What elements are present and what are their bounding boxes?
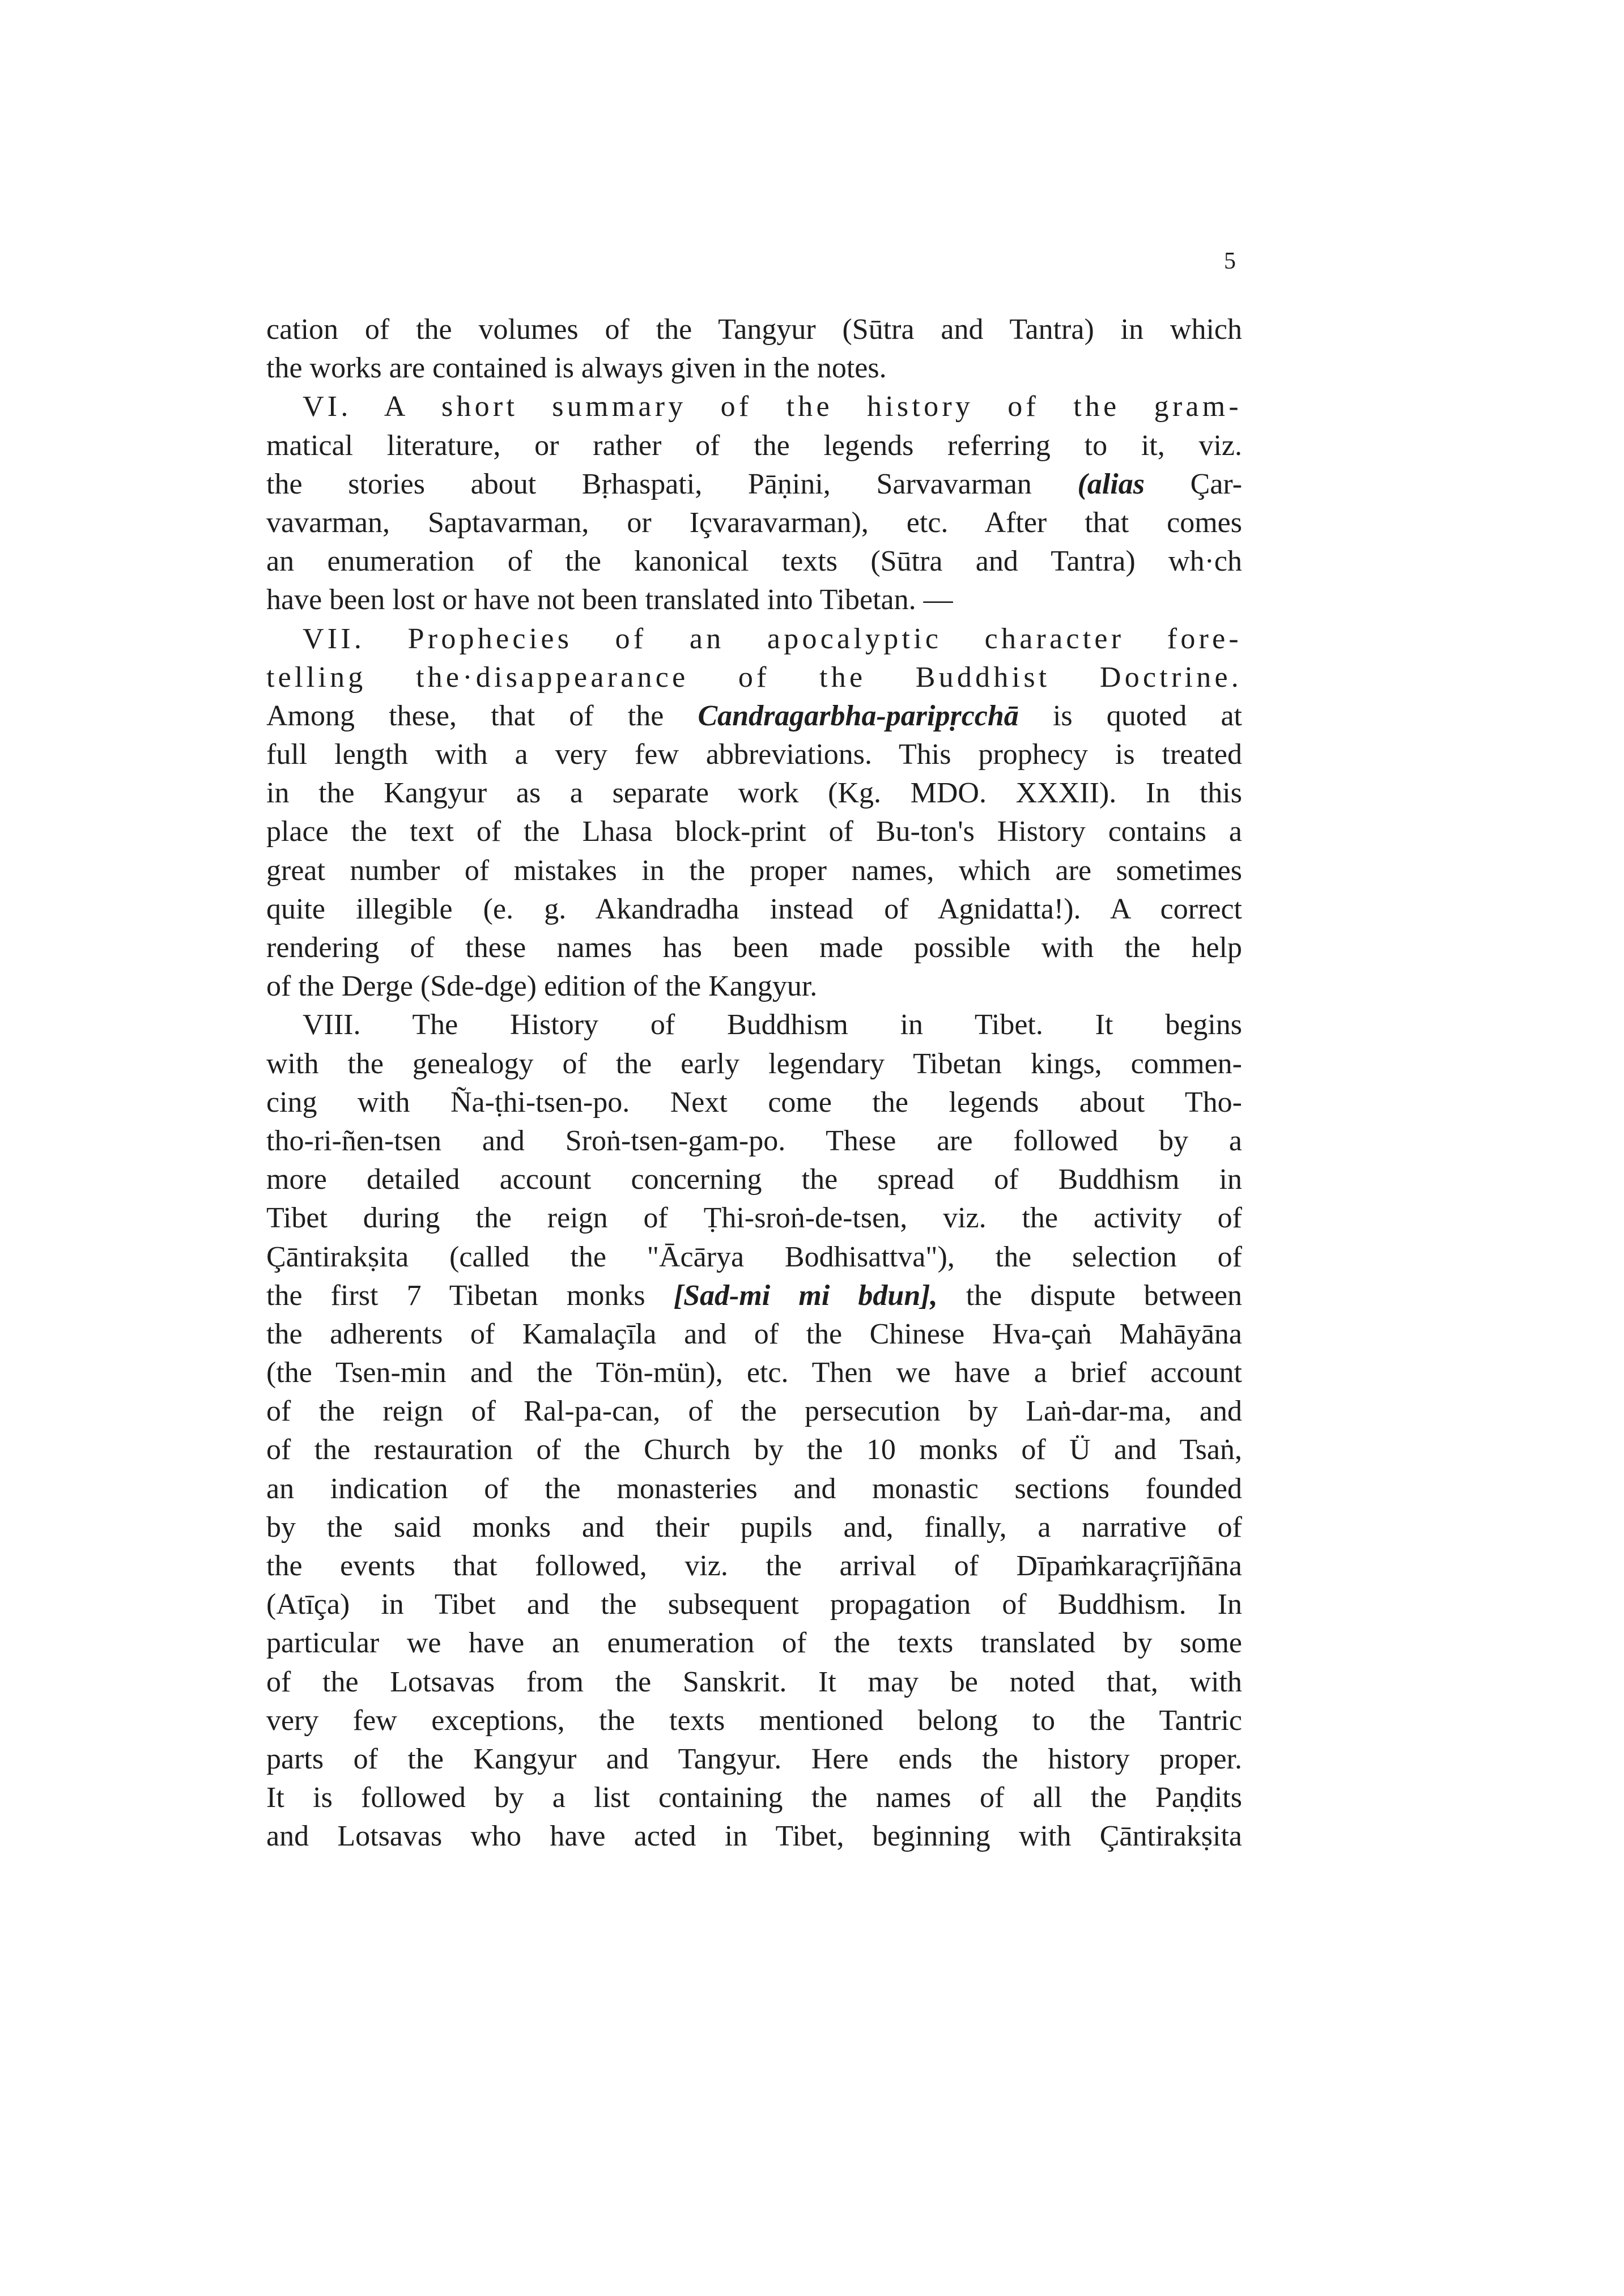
text-line: the adherents of Kamalaçīla and of the Chinese Hva-çaṅ Mahāyāna <box>266 1317 1242 1350</box>
text-line: with the genealogy of the early legendary Tibetan kings, commen- <box>266 1047 1242 1080</box>
text-line: the first 7 Tibetan monks [Sad-mi mi bdun], the dispute between <box>266 1279 1242 1312</box>
text-line: parts of the Kangyur and Tangyur. Here ends the history proper. <box>266 1742 1242 1775</box>
text-line: of the restauration of the Church by the 10 monks of Ü and Tsaṅ, <box>266 1434 1242 1466</box>
text-line: more detailed account concerning the spread of Buddhism in <box>266 1163 1242 1196</box>
text-line: an indication of the monasteries and monastic sections founded <box>266 1472 1242 1505</box>
text-line: quite illegible (e. g. Akandradha instead of Agnidatta!). A correct <box>266 892 1242 925</box>
text-line: the events that followed, viz. the arrival of Dīpaṁkaraçrījñāna <box>266 1550 1242 1582</box>
text-line: very few exceptions, the texts mentioned belong to the Tantric <box>266 1704 1242 1737</box>
text-line: It is followed by a list containing the names of all the Paṇḍits <box>266 1781 1242 1814</box>
section-heading-vii: VII. Prophecies of an apocalyptic character fore- <box>303 622 1242 655</box>
section-heading-vi: VI. A short summary of the history of the gram- <box>303 390 1242 423</box>
text-line: great number of mistakes in the proper names, which are sometimes <box>266 854 1242 887</box>
text-line: the works are contained is always given in the notes. <box>266 352 887 385</box>
text-line: full length with a very few abbreviations. This prophecy is treated <box>266 738 1242 771</box>
text-line: in the Kangyur as a separate work (Kg. MDO. XXXII). In this <box>266 777 1242 810</box>
text-line: Çāntirakṣita (called the "Ācārya Bodhisattva"), the selection of <box>266 1240 1242 1273</box>
text-line: rendering of these names has been made possible with the help <box>266 932 1242 964</box>
section-heading-viii: VIII. The History of Buddhism in Tibet. It begins <box>303 1009 1242 1041</box>
text-line: by the said monks and their pupils and, finally, a narrative of <box>266 1511 1242 1544</box>
text-line: an enumeration of the kanonical texts (Sūtra and Tantra) wh·ch <box>266 545 1242 578</box>
page-number: 5 <box>1224 248 1236 274</box>
text-line: matical literature, or rather of the legends referring to it, viz. <box>266 429 1242 462</box>
text-line: of the Derge (Sde-dge) edition of the Kangyur. <box>266 970 818 1003</box>
text-line: cing with Ña-ṭhi-tsen-po. Next come the legends about Tho- <box>266 1086 1242 1119</box>
text-line: of the Lotsavas from the Sanskrit. It may be noted that, with <box>266 1665 1242 1698</box>
text-line: and Lotsavas who have acted in Tibet, beginning with Çāntirakṣita <box>266 1820 1242 1853</box>
text-line: telling the·disappearance of the Buddhist Doctrine. <box>266 661 1242 694</box>
italic-title: Candragarbha-paripṛcchā <box>698 699 1019 732</box>
text-line: (the Tsen-min and the Tön-mün), etc. Then we have a brief account <box>266 1357 1242 1389</box>
text-line: tho-ri-ñen-tsen and Sroṅ-tsen-gam-po. These are followed by a <box>266 1124 1242 1157</box>
text-line: the stories about Bṛhaspati, Pāṇini, Sarvavarman (alias Çar- <box>266 467 1242 500</box>
italic-title: [Sad-mi mi bdun], <box>673 1279 938 1312</box>
italic-alias: (alias <box>1077 467 1145 500</box>
text-line: Among these, that of the Candragarbha-paripṛcchā is quoted at <box>266 699 1242 732</box>
text-line: have been lost or have not been translated into Tibetan. — <box>266 584 953 616</box>
text-line: cation of the volumes of the Tangyur (Sūtra and Tantra) in which <box>266 313 1242 346</box>
text-line: place the text of the Lhasa block-print of Bu-ton's History contains a <box>266 815 1242 848</box>
text-line: vavarman, Saptavarman, or Içvaravarman), etc. After that comes <box>266 506 1242 539</box>
text-line: Tibet during the reign of Ṭhi-sroṅ-de-tsen, viz. the activity of <box>266 1202 1242 1235</box>
text-line: of the reign of Ral-pa-can, of the persecution by Laṅ-dar-ma, and <box>266 1395 1242 1428</box>
body-text <box>266 311 1242 1856</box>
text-line: particular we have an enumeration of the texts translated by some <box>266 1627 1242 1660</box>
text-line: (Atīça) in Tibet and the subsequent propagation of Buddhism. In <box>266 1588 1242 1621</box>
